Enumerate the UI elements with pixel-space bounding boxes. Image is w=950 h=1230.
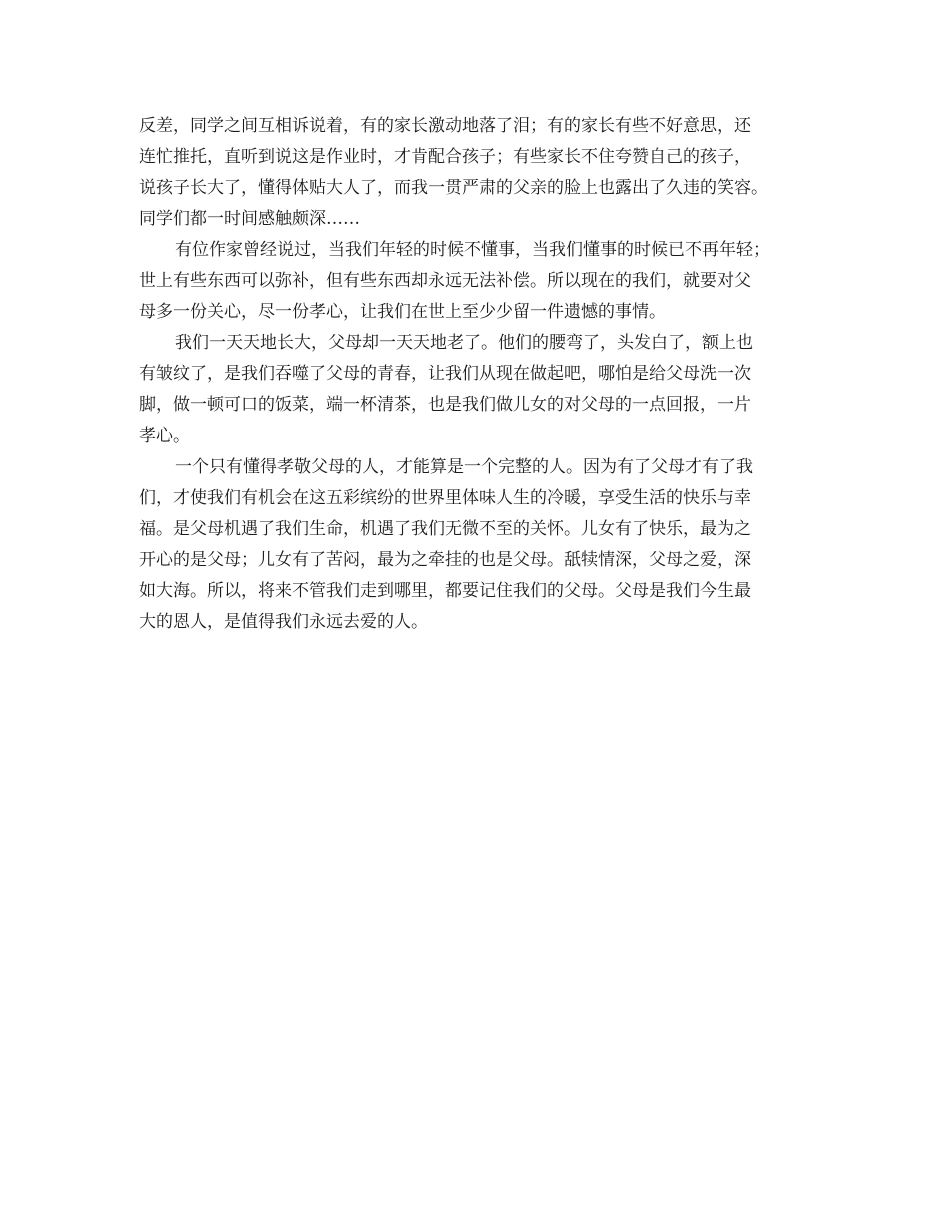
text-line: 说孩子长大了，懂得体贴大人了，而我一贯严肃的父亲的脸上也露出了久违的笑容。 [139,178,768,198]
text-line: 反差，同学之间互相诉说着，有的家长激动地落了泪；有的家长有些不好意思，还 [139,116,751,136]
text-line: 母多一份关心，尽一份孝心，让我们在世上至少少留一件遗憾的事情。 [139,302,666,322]
text-line: 们，才使我们有机会在这五彩缤纷的世界里体味人生的冷暖，享受生活的快乐与幸 [139,488,751,508]
text-line: 如大海。所以，将来不管我们走到哪里，都要记住我们的父母。父母是我们今生最 [139,581,751,601]
text-line: 同学们都一时间感触颇深…… [139,209,360,229]
text-line: 我们一天天地长大，父母却一天天地老了。他们的腰弯了，头发白了，额上也 [175,333,753,353]
paragraph-2 [139,235,819,328]
text-line: 孝心。 [139,426,190,446]
text-line: 世上有些东西可以弥补，但有些东西却永远无法补偿。所以现在的我们，就要对父 [139,271,751,291]
text-line: 有位作家曾经说过，当我们年轻的时候不懂事，当我们懂事的时候已不再年轻； [175,240,770,260]
text-line: 脚，做一顿可口的饭菜，端一杯清茶，也是我们做儿女的对父母的一点回报，一片 [139,395,751,415]
text-line: 开心的是父母；儿女有了苦闷，最为之牵挂的也是父母。舐犊情深，父母之爱，深 [139,550,751,570]
text-line: 福。是父母机遇了我们生命，机遇了我们无微不至的关怀。儿女有了快乐，最为之 [139,519,751,539]
paragraph-3 [139,328,819,452]
text-line: 大的恩人，是值得我们永远去爱的人。 [139,612,428,632]
document-body [139,111,819,638]
text-line: 有皱纹了，是我们吞噬了父母的青春，让我们从现在做起吧，哪怕是给父母洗一次 [139,364,751,384]
paragraph-4 [139,452,819,638]
text-line: 一个只有懂得孝敬父母的人，才能算是一个完整的人。因为有了父母才有了我 [175,457,753,477]
paragraph-1 [139,111,819,235]
text-line: 连忙推托，直听到说这是作业时，才肯配合孩子；有些家长不住夸赞自己的孩子， [139,147,751,167]
